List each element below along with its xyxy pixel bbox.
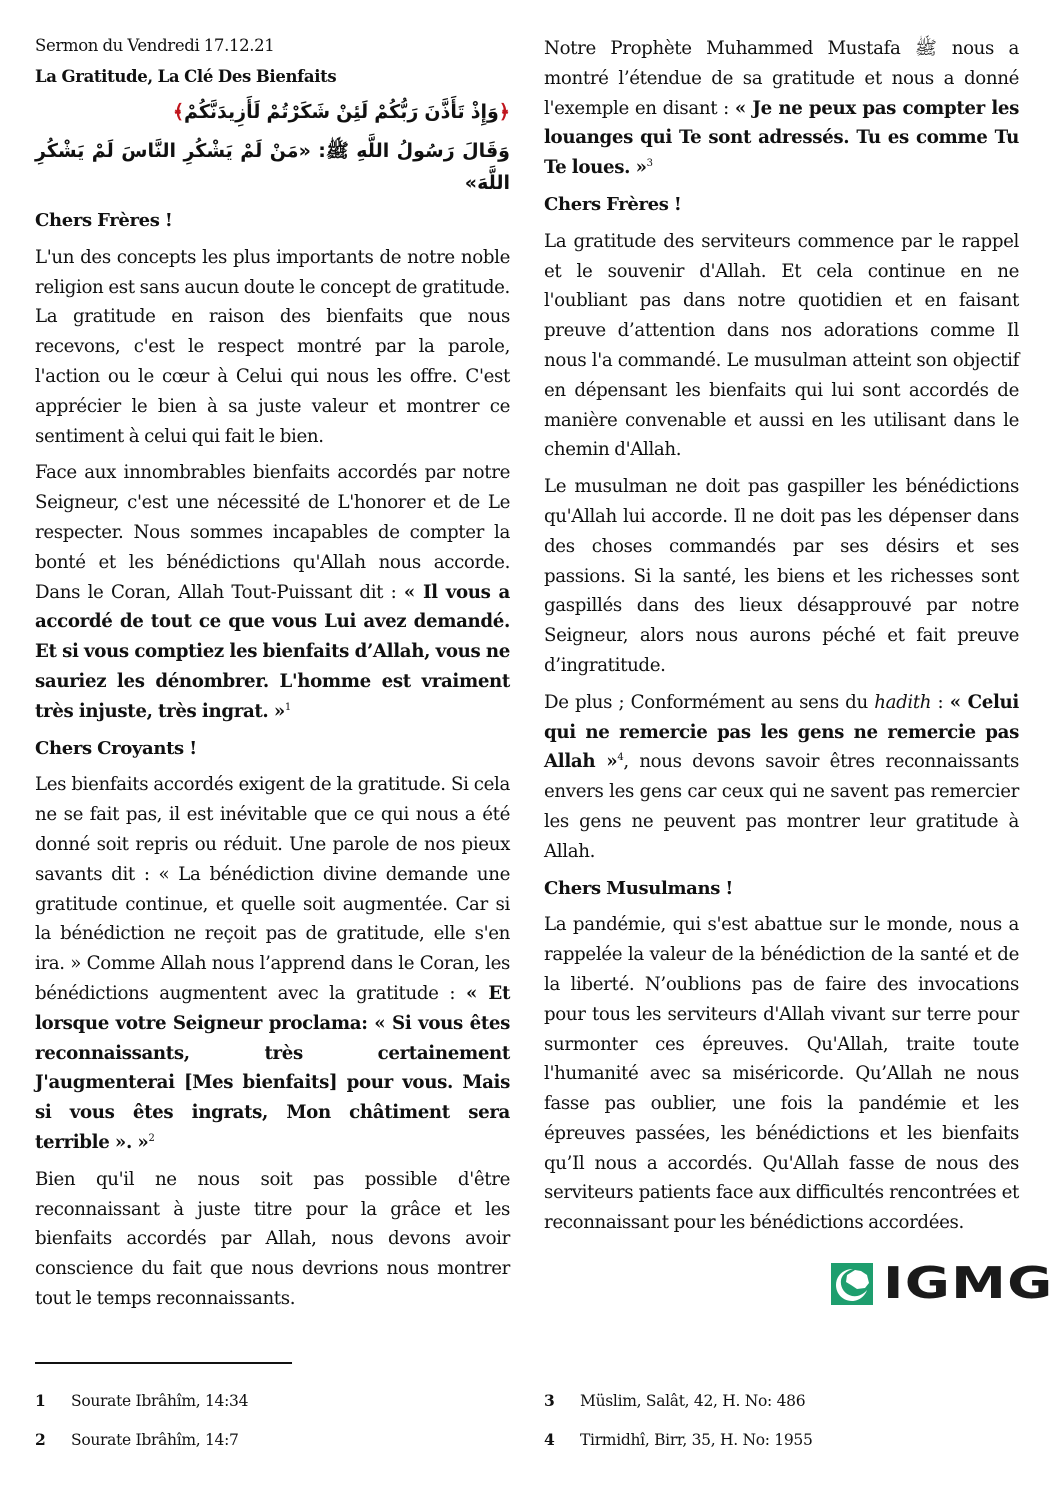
footnote-number: 1 [35, 1391, 46, 1410]
footnote-1 [35, 1391, 248, 1411]
paragraph [35, 770, 510, 1157]
footnote-3 [544, 1391, 805, 1411]
paragraph-text: Face aux innombrables bienfaits accordés par notre Seigneur, c'est une nécessité de L'honorer et de Le respecter. Nous sommes incapables de compter la bonté et les bénédictions qu'Allah nous accorde. Dans le Coran, Allah Tout-Puissant dit : [35, 462, 510, 603]
footnote-text: Sourate Ibrâhîm, 14:34 [71, 1392, 249, 1410]
right-column [544, 34, 1019, 1245]
arabic-verse [35, 96, 510, 128]
verse-ornament-close: ﴾ [172, 101, 184, 123]
footnote-number: 2 [35, 1430, 46, 1449]
footnote-divider [35, 1362, 292, 1364]
italic-term: hadith [874, 691, 932, 713]
footnote-4 [544, 1430, 813, 1450]
paragraph-text: , nous devons savoir êtres reconnaissants envers les gens car ceux qui ne savent pas remercier les gens ne peuvent pas montrer leur gratitude à Allah. [544, 751, 1019, 862]
paragraph: La gratitude des serviteurs commence par le rappel et le souvenir d'Allah. Et cela continue en ne l'oubliant pas dans notre quotidien et en faisant preuve d’attention dans nos adorations comme Il nous l'a commandé. Le musulman atteint son objectif en dépensant les bienfaits qui lui sont accordés de manière convenable et aussi en les utilisant dans le chemin d'Allah. [544, 230, 1019, 461]
footnote-text: Müslim, Salât, 42, H. No: 486 [580, 1392, 806, 1410]
igmg-logo [831, 1258, 1054, 1309]
sermon-date: Sermon du Vendredi 17.12.21 [35, 36, 275, 55]
footnote-ref[interactable]: 3 [646, 158, 653, 170]
footnote-2 [35, 1430, 239, 1450]
verse-ornament-open: ﴿ [498, 101, 510, 123]
hadith-quote: « Celui qui ne remercie pas les gens ne remercie pas Allah » [544, 691, 1019, 773]
logo-text: IGMG [883, 1258, 1054, 1309]
footnote-ref[interactable]: 2 [148, 1132, 155, 1144]
paragraph: Le musulman ne doit pas gaspiller les bénédictions qu'Allah lui accorde. Il ne doit pas les dépenser dans des choses commandés par ses désirs et ses passions. Si la santé, les biens et les richesses sont gaspillés dans des lieux désapprouvé par notre Seigneur, alors nous aurons péché et fait preuve d’ingratitude. [544, 476, 1019, 676]
paragraph [544, 688, 1019, 867]
paragraph [35, 458, 510, 726]
paragraph-text: Notre Prophète Muhammed Mustafa [544, 38, 915, 59]
quran-quote: « Il vous a accordé de tout ce que vous Lui avez demandé. Et si vous comptiez les bienfaits d’Allah, vous ne sauriez les dénombrer. L'homme est vraiment très injuste, très ingrat. » [35, 581, 510, 722]
footnote-number: 4 [544, 1430, 555, 1449]
quran-quote: « Et lorsque votre Seigneur proclama: « Si vous êtes reconnaissants, très certainement J'augmenterai [Mes bienfaits] pour vous. Mais si vous êtes ingrats, Mon châtiment sera terrible ». » [35, 982, 510, 1153]
footnote-ref[interactable]: 1 [284, 701, 291, 713]
footnote-text: Sourate Ibrâhîm, 14:7 [71, 1431, 239, 1449]
paragraph [544, 34, 1019, 183]
hadith-quote: « Je ne peux pas compter les louanges qui Te sont adressés. Tu es comme Tu Te loues. » [544, 97, 1019, 179]
heading-chers-freres: Chers Frères ! [544, 193, 682, 215]
heading-chers-croyants: Chers Croyants ! [35, 737, 197, 759]
heading-chers-freres: Chers Frères ! [35, 210, 173, 231]
paragraph-text: : [931, 691, 950, 713]
honorific-icon: ﷺ [914, 38, 937, 59]
crescent-globe-icon [831, 1263, 873, 1305]
left-column [35, 34, 510, 1321]
footnote-number: 3 [544, 1391, 555, 1410]
arabic-hadith-intro: وَقَالَ رَسُولُ اللَّهِ ﷺ: [318, 140, 510, 162]
arabic-verse-text: وَإِذْ تَأَذَّنَ رَبُّكُمْ لَئِنْ شَكَرْتُمْ لَأَزِيدَنَّكُمْ [183, 101, 499, 123]
sermon-title: La Gratitude, La Clé Des Bienfaits [35, 67, 337, 86]
arabic-hadith [35, 135, 510, 199]
footnote-ref[interactable]: 4 [617, 752, 624, 764]
footnote-text: Tirmidhî, Birr, 35, H. No: 1955 [580, 1431, 813, 1449]
heading-chers-musulmans: Chers Musulmans ! [544, 877, 733, 899]
paragraph-text: De plus ; Conformément au sens du [544, 691, 875, 713]
paragraph: Bien qu'il ne nous soit pas possible d'être reconnaissant à juste titre pour la grâce et les bienfaits accordés par Allah, nous devons avoir conscience du fait que nous devrions nous montrer tout le temps reconnaissants. [35, 1168, 510, 1309]
paragraph: La pandémie, qui s'est abattue sur le monde, nous a rappelée la valeur de la bénédiction de la santé et de la liberté. N’oublions pas de faire des invocations pour tous les serviteurs d'Allah vivant sur terre pour surmonter ces épreuves. Qu'Allah, traite toute l'humanité avec sa miséricorde. Qu’Allah ne nous fasse pas oublier, une fois la pandémie et les épreuves passées, les bénédictions et les bienfaits qu’Il nous a accordés. Qu'Allah fasse de nous des serviteurs patients face aux difficultés rencontrées et reconnaissant pour les bénédictions accordées. [544, 914, 1019, 1234]
arabic-hadith-text: «مَنْ لَمْ يَشْكُرِ النَّاسَ لَمْ يَشْكُرِ اللَّهَ» [35, 140, 510, 194]
paragraph-text: nous a montré l’étendue de sa gratitude et nous a donné l'exemple en disant : [544, 38, 1019, 119]
paragraph: L'un des concepts les plus importants de notre noble religion est sans aucun doute le concept de gratitude. La gratitude en raison des bienfaits que nous recevons, c'est le respect montré par la parole, l'action ou le cœur à Celui qui nous les offre. C'est apprécier le bien à sa juste valeur et montrer ce sentiment à celui qui fait le bien. [35, 246, 510, 447]
paragraph-text: Les bienfaits accordés exigent de la gratitude. Si cela ne se fait pas, il est inévitable que ce qui nous a été donné soit repris ou réduit. Une parole de nos pieux savants dit : « La bénédiction divine demande une gratitude continue, et quelle soit augmentée. Car si la bénédiction ne reçoit pas de gratitude, elle s'en ira. » Comme Allah nous l’apprend dans le Coran, les bénédictions augmentent avec la gratitude : [35, 774, 510, 1004]
